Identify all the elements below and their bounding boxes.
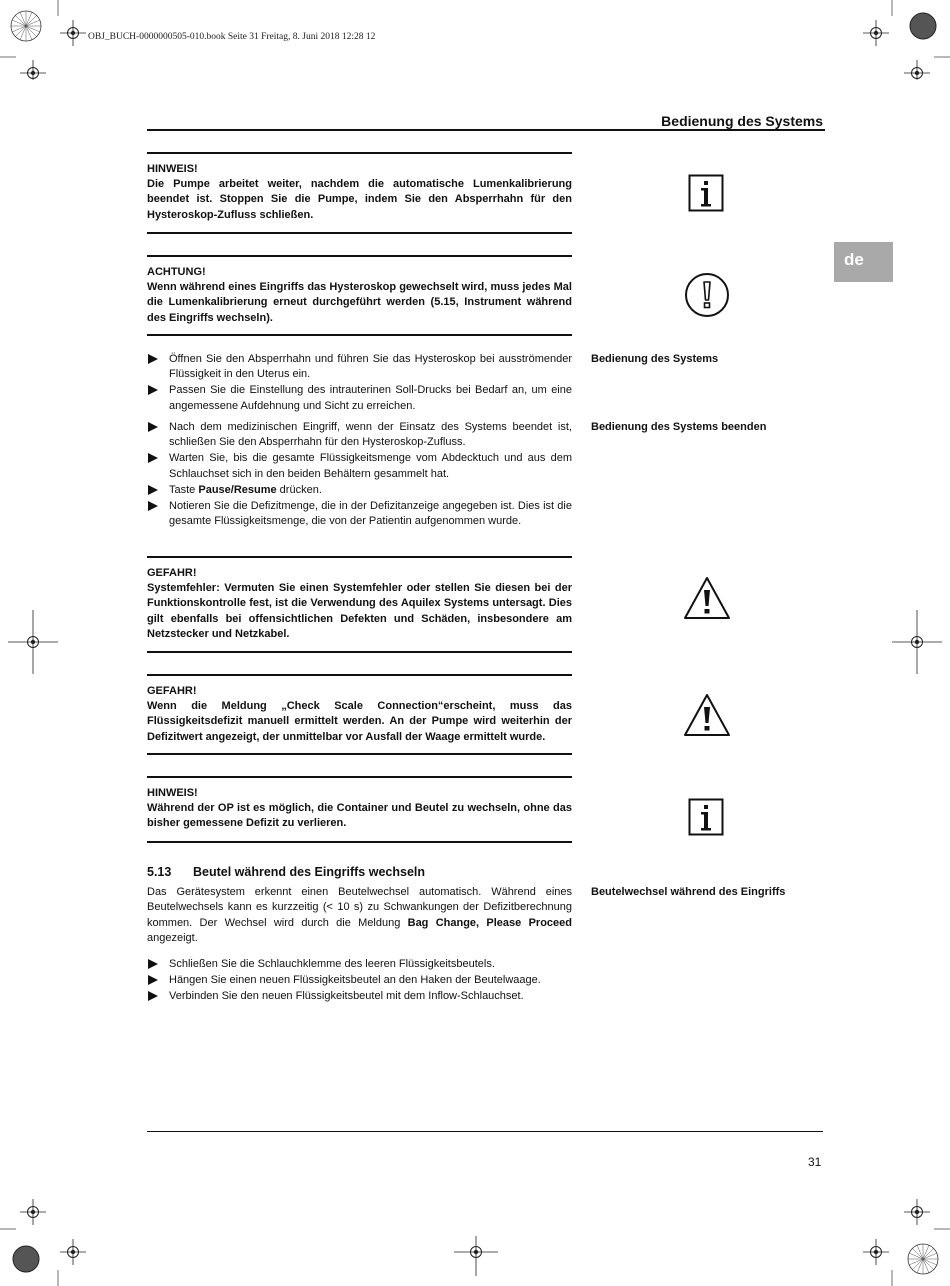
list-item: Warten Sie, bis die gesamte Flüssigkeitsmenge vom Abdecktuch und aus dem Schlauchset sich in den beiden Behältern gesammelt hat. xyxy=(147,451,572,481)
notice-gefahr xyxy=(147,556,572,653)
key-name: Pause/Resume xyxy=(198,483,277,496)
section-title xyxy=(147,865,425,879)
list-item: Verbinden Sie den neuen Flüssigkeitsbeutel mit dem Inflow-Schlauchset. xyxy=(147,989,572,1004)
notice-heading: ACHTUNG! xyxy=(147,266,206,278)
arrow-bullet-icon xyxy=(148,975,158,985)
notice-heading: GEFAHR! xyxy=(147,685,197,697)
arrow-bullet-icon xyxy=(148,485,158,495)
arrow-bullet-icon xyxy=(148,959,158,969)
notice-gefahr xyxy=(147,674,572,755)
message-name: Bag Change, Please Proceed xyxy=(407,916,572,929)
notice-hinweis xyxy=(147,776,572,843)
list-item: Nach dem medizinischen Eingriff, wenn der Einsatz des Systems beendet ist, schließen Sie den Absperrhahn für den Hysteroskop-Zufluss. xyxy=(147,420,572,450)
notice-body: Während der OP ist es möglich, die Container und Beutel zu wechseln, ohne das bisher gemessene Defizit zu verlieren. xyxy=(147,802,572,830)
list-item: Passen Sie die Einstellung des intrauterinen Soll-Drucks bei Bedarf an, um eine angemessene Aufdehnung und Sicht zu erreichen. xyxy=(147,383,572,413)
side-label-bag-change: Beutelwechsel während des Eingriffs xyxy=(591,886,786,898)
page-header-title: Bedienung des Systems xyxy=(661,113,823,129)
arrow-bullet-icon xyxy=(148,501,158,511)
steps-end xyxy=(147,420,572,530)
arrow-bullet-icon xyxy=(148,354,158,364)
info-icon xyxy=(688,798,724,836)
registration-mark-icon xyxy=(448,1236,504,1276)
header-divider xyxy=(147,129,825,131)
notice-heading: HINWEIS! xyxy=(147,787,198,799)
footer-divider xyxy=(147,1131,823,1132)
notice-heading: GEFAHR! xyxy=(147,567,197,579)
caution-icon xyxy=(684,272,730,318)
arrow-bullet-icon xyxy=(148,991,158,1001)
language-tab: de xyxy=(834,242,893,282)
notice-body: Systemfehler: Vermuten Sie einen Systemfehler oder stellen Sie diesen bei der Funktionskontrolle fest, ist die Verwendung des Aquilex Systems untersagt. Dies gilt ebenfalls bei offensichtlichen Defekten und Schäden, insbesondere am Netzstecker und Netzkabel. xyxy=(147,582,572,640)
steps-operation xyxy=(147,352,572,415)
page-number: 31 xyxy=(808,1155,822,1169)
notice-achtung xyxy=(147,255,572,336)
list-item: Notieren Sie die Defizitmenge, die in der Defizitanzeige angegeben ist. Dies ist die gesamte Flüssigkeitsmenge, die von der Patientin aufgenommen wurde. xyxy=(147,499,572,529)
section-number: 5.13 xyxy=(147,865,172,879)
arrow-bullet-icon xyxy=(148,422,158,432)
notice-body: Wenn die Meldung „Check Scale Connection“erscheint, muss das Flüssigkeitsdefizit manuell ermittelt werden. An der Pumpe wird weiterhin der Defizitwert angezeigt, der unmittelbar vor Ausfall der Waage ermittelt wurde. xyxy=(147,700,572,743)
notice-hinweis xyxy=(147,152,572,234)
arrow-bullet-icon xyxy=(148,453,158,463)
list-item: Öffnen Sie den Absperrhahn und führen Sie das Hysteroskop bei ausströmender Flüssigkeit in den Uterus ein. xyxy=(147,352,572,382)
side-label-operation: Bedienung des Systems xyxy=(591,353,719,365)
print-info: OBJ_BUCH-0000000505-010.book Seite 31 Freitag, 8. Juni 2018 12:28 12 xyxy=(88,32,376,42)
notice-heading: HINWEIS! xyxy=(147,163,198,175)
warning-icon xyxy=(683,576,731,620)
side-label-end: Bedienung des Systems beenden xyxy=(591,421,767,433)
steps-bag-change xyxy=(147,957,572,1006)
warning-icon xyxy=(683,693,731,737)
section-heading: Beutel während des Eingriffs wechseln xyxy=(193,865,426,879)
info-icon xyxy=(688,174,724,212)
registration-mark-icon xyxy=(0,0,130,80)
arrow-bullet-icon xyxy=(148,385,158,395)
notice-body: Die Pumpe arbeitet weiter, nachdem die automatische Lumenkalibrierung beendet ist. Stoppen Sie die Pumpe, indem Sie den Absperrhahn für den Hysteroskop-Zufluss schließen. xyxy=(147,178,572,221)
registration-mark-icon xyxy=(890,610,950,674)
registration-mark-icon xyxy=(820,1180,950,1286)
registration-mark-icon xyxy=(0,610,60,674)
list-item: Schließen Sie die Schlauchklemme des leeren Flüssigkeitsbeutels. xyxy=(147,957,572,972)
notice-body: Wenn während eines Eingriffs das Hysteroskop gewechselt wird, muss jedes Mal die Lumenkalibrierung erneut durchgeführt werden (5.15, Instrument während des Eingriffs wechseln). xyxy=(147,281,572,324)
section-paragraph: Das Gerätesystem erkennt einen Beutelwechsel automatisch. Während eines Beutelwechsels kann es kurzzeitig (< 10 s) zu Schwankungen der Defizitberechnung kommen. Der Wechsel wird durch die Meldung Bag Change, Please Proceed angezeigt. xyxy=(147,886,572,944)
registration-mark-icon xyxy=(820,0,950,80)
list-item: Hängen Sie einen neuen Flüssigkeitsbeutel an den Haken der Beutelwaage. xyxy=(147,973,572,988)
list-item: Taste Pause/Resume drücken. xyxy=(147,483,572,498)
registration-mark-icon xyxy=(0,1180,130,1286)
